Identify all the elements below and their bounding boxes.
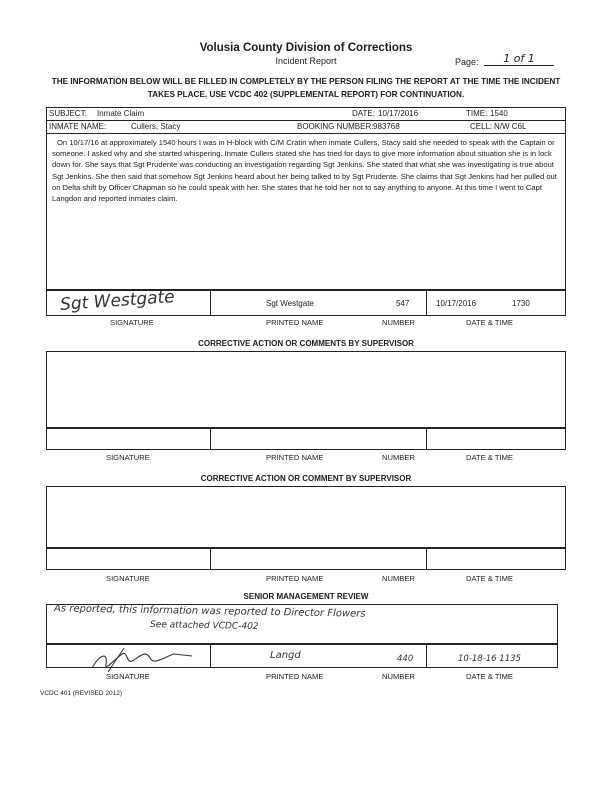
report-type-subtitle: Incident Report — [275, 56, 337, 66]
form-number-footer: VCDC 401 (REVISED 2012) — [40, 690, 123, 697]
time-label: TIME: — [466, 109, 488, 118]
reporter-time[interactable]: 1730 — [512, 299, 530, 308]
signature-caption: SIGNATURE — [106, 453, 150, 462]
subject-field[interactable]: Inmate Claim — [97, 109, 145, 118]
booking-number-label: BOOKING NUMBER: — [297, 122, 374, 131]
senior-review-comment-line-1[interactable]: As reported, this information was reported to Director Flowers — [53, 603, 366, 620]
row-divider — [46, 120, 566, 121]
senior-date-time[interactable]: 10-18-16 1135 — [458, 654, 521, 664]
date-time-caption: DATE & TIME — [466, 672, 513, 681]
number-caption: NUMBER — [382, 672, 415, 681]
date-field[interactable]: 10/17/2016 — [378, 109, 419, 118]
page-label: Page: — [455, 57, 479, 67]
page-value[interactable]: 1 of 1 — [484, 52, 554, 66]
reporter-number[interactable]: 547 — [396, 299, 410, 308]
supervisor-signature-row-1 — [46, 428, 566, 450]
number-caption: NUMBER — [382, 453, 415, 462]
reporter-printed-name[interactable]: Sgt Westgate — [266, 299, 314, 308]
number-caption: NUMBER — [382, 574, 415, 583]
cell-divider — [210, 548, 211, 570]
printed-name-caption: PRINTED NAME — [266, 672, 324, 681]
cell-divider — [426, 290, 427, 316]
cell-divider — [210, 428, 211, 450]
booking-number-field[interactable]: 983768 — [373, 122, 400, 131]
supervisor-comments-box-2[interactable] — [46, 486, 566, 548]
row-divider — [46, 133, 566, 134]
supervisor-comments-heading: CORRECTIVE ACTION OR COMMENTS BY SUPERVISOR — [198, 339, 414, 348]
inmate-name-label: INMATE NAME: — [49, 122, 107, 131]
reporter-signature[interactable]: Sgt Westgate — [59, 287, 176, 315]
senior-printed-name[interactable]: Langd — [270, 650, 301, 661]
signature-caption: SIGNATURE — [106, 574, 150, 583]
cell-divider — [210, 290, 211, 316]
printed-name-caption: PRINTED NAME — [266, 574, 324, 583]
instructions — [40, 75, 572, 101]
subject-label: SUBJECT: — [49, 109, 87, 118]
cell-divider — [426, 548, 427, 570]
cell-field[interactable]: N/W C6L — [494, 122, 527, 131]
printed-name-caption: PRINTED NAME — [266, 318, 324, 327]
instructions-line-1: THE INFORMATION BELOW WILL BE FILLED IN COMPLETELY BY THE PERSON FILING THE REPORT AT THE TIME THE INCIDENT — [51, 77, 561, 86]
supervisor-comments-box-1[interactable] — [46, 351, 566, 428]
cell-divider — [426, 428, 427, 450]
senior-number[interactable]: 440 — [397, 654, 414, 664]
cell-divider — [210, 644, 211, 668]
supervisor-comment-heading: CORRECTIVE ACTION OR COMMENT BY SUPERVISOR — [200, 474, 412, 483]
signature-caption: SIGNATURE — [110, 318, 154, 327]
instructions-line-2: TAKES PLACE. USE VCDC 402 (SUPPLEMENTAL REPORT) FOR CONTINUATION. — [147, 90, 465, 99]
date-time-caption: DATE & TIME — [466, 318, 513, 327]
report-agency-title: Volusia County Division of Corrections — [199, 42, 413, 54]
inmate-name-field[interactable]: Cullers, Stacy — [131, 122, 181, 131]
printed-name-caption: PRINTED NAME — [266, 453, 324, 462]
senior-review-heading: SENIOR MANAGEMENT REVIEW — [243, 592, 369, 601]
cell-divider — [426, 644, 427, 668]
date-label: DATE: — [352, 109, 375, 118]
reporter-date[interactable]: 10/17/2016 — [436, 299, 477, 308]
time-field[interactable]: 1540 — [490, 109, 508, 118]
senior-signature-scribble[interactable] — [88, 644, 200, 674]
date-time-caption: DATE & TIME — [466, 574, 513, 583]
senior-review-comment-line-2[interactable]: See attached VCDC-402 — [149, 620, 259, 632]
date-time-caption: DATE & TIME — [466, 453, 513, 462]
supervisor-signature-row-2 — [46, 548, 566, 570]
number-caption: NUMBER — [382, 318, 415, 327]
cell-label: CELL: — [470, 122, 493, 131]
incident-narrative[interactable]: On 10/17/16 at approximately 1540 hours I was in H-block with C/M Cratin when inmate Cullers, Stacy said she needed to speak with the Captain or someone. I asked why and she started whispering. Inmate Cullers stated she has tried for days to give more information about situation she is in lock down for. She says that Sgt Prudente was conducting an investigation regarding Sgt Jenkins. She stated that what she was investigating is true about Sgt Jenkins. She then said that somehow Sgt Jenkins heard about her being talked to by Sgt Prudente. She claims that Sgt Jenkins had her pulled out on Delta shift by Officer Chapman so he could speak with her. She states that he told her not to say anything to anyone. At this time I went to Capt Langdon and reported inmates claim. — [52, 138, 557, 204]
signature-caption: SIGNATURE — [106, 672, 150, 681]
